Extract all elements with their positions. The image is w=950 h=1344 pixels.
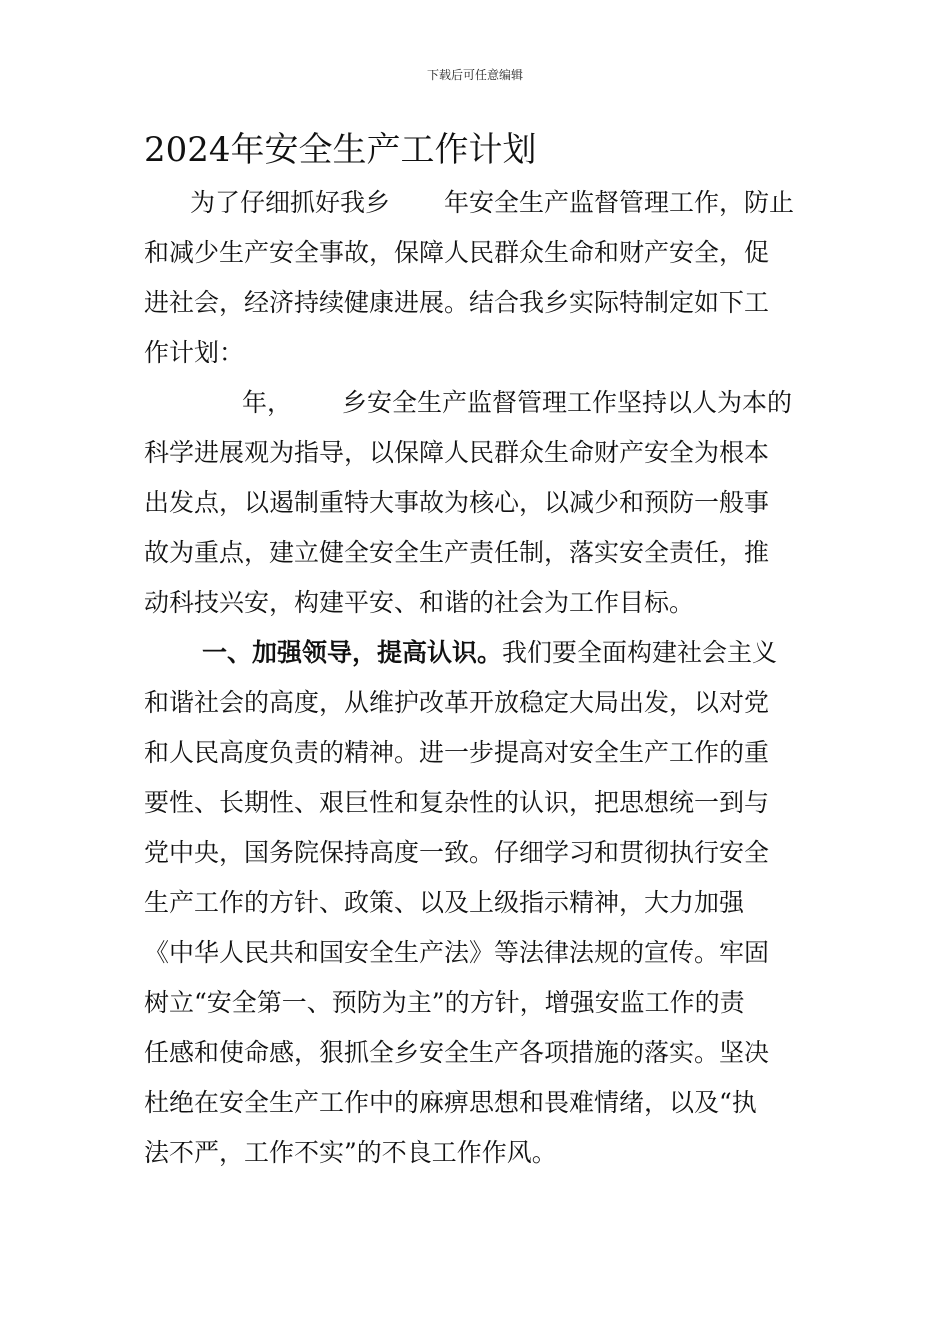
- text-segment: 为了仔细抓好我乡: [190, 188, 391, 217]
- paragraph-line: 和人民高度负责的精神。进一步提高对安全生产工作的重: [144, 738, 770, 767]
- paragraph-line: 出发点，以遏制重特大事故为核心，以减少和预防一般事: [144, 488, 770, 517]
- paragraph-line: 党中央，国务院保持高度一致。仔细学习和贯彻执行安全: [144, 838, 770, 867]
- paragraph-line: [144, 378, 824, 428]
- text-segment: 年，: [242, 388, 293, 417]
- text-segment: 我们要全面构建社会主义: [502, 638, 778, 667]
- paragraph-line: [144, 178, 824, 228]
- paragraph-line: 进社会，经济持续健康进展。结合我乡实际特制定如下工: [144, 288, 770, 317]
- paragraph-line: 杜绝在安全生产工作中的麻痹思想和畏难情绪，以及“执: [144, 1088, 757, 1117]
- paragraph-line: 任感和使命感，狠抓全乡安全生产各项措施的落实。坚决: [144, 1038, 770, 1067]
- document-body: [144, 178, 824, 1178]
- page-header-note: 下载后可任意编辑: [426, 68, 523, 82]
- paragraph-line: 和谐社会的高度，从维护改革开放稳定大局出发，以对党: [144, 688, 770, 717]
- paragraph-line: 树立“安全第一、预防为主”的方针，增强安监工作的责: [144, 988, 745, 1017]
- paragraph-line: 法不严，工作不实”的不良工作作风。: [144, 1138, 557, 1167]
- section-heading-line: [144, 628, 824, 678]
- paragraph-line: 作计划：: [144, 338, 245, 367]
- paragraph-line: 动科技兴安，构建平安、和谐的社会为工作目标。: [144, 588, 695, 617]
- section-heading: 一、加强领导，提高认识。: [202, 638, 503, 667]
- paragraph-line: 要性、长期性、艰巨性和复杂性的认识，把思想统一到与: [144, 788, 770, 817]
- paragraph-line: 故为重点，建立健全安全生产责任制，落实安全责任，推: [144, 538, 770, 567]
- text-segment: 乡安全生产监督管理工作坚持以人为本的: [342, 388, 793, 417]
- paragraph-line: 《中华人民共和国安全生产法》等法律法规的宣传。牢固: [144, 938, 770, 967]
- text-segment: 年安全生产监督管理工作，防止: [444, 188, 795, 217]
- paragraph-line: 和减少生产安全事故，保障人民群众生命和财产安全，促: [144, 238, 770, 267]
- document-title: 2024年安全生产工作计划: [144, 130, 537, 170]
- paragraph-line: 科学进展观为指导，以保障人民群众生命财产安全为根本: [144, 438, 770, 467]
- paragraph-line: 生产工作的方针、政策、以及上级指示精神，大力加强: [144, 888, 745, 917]
